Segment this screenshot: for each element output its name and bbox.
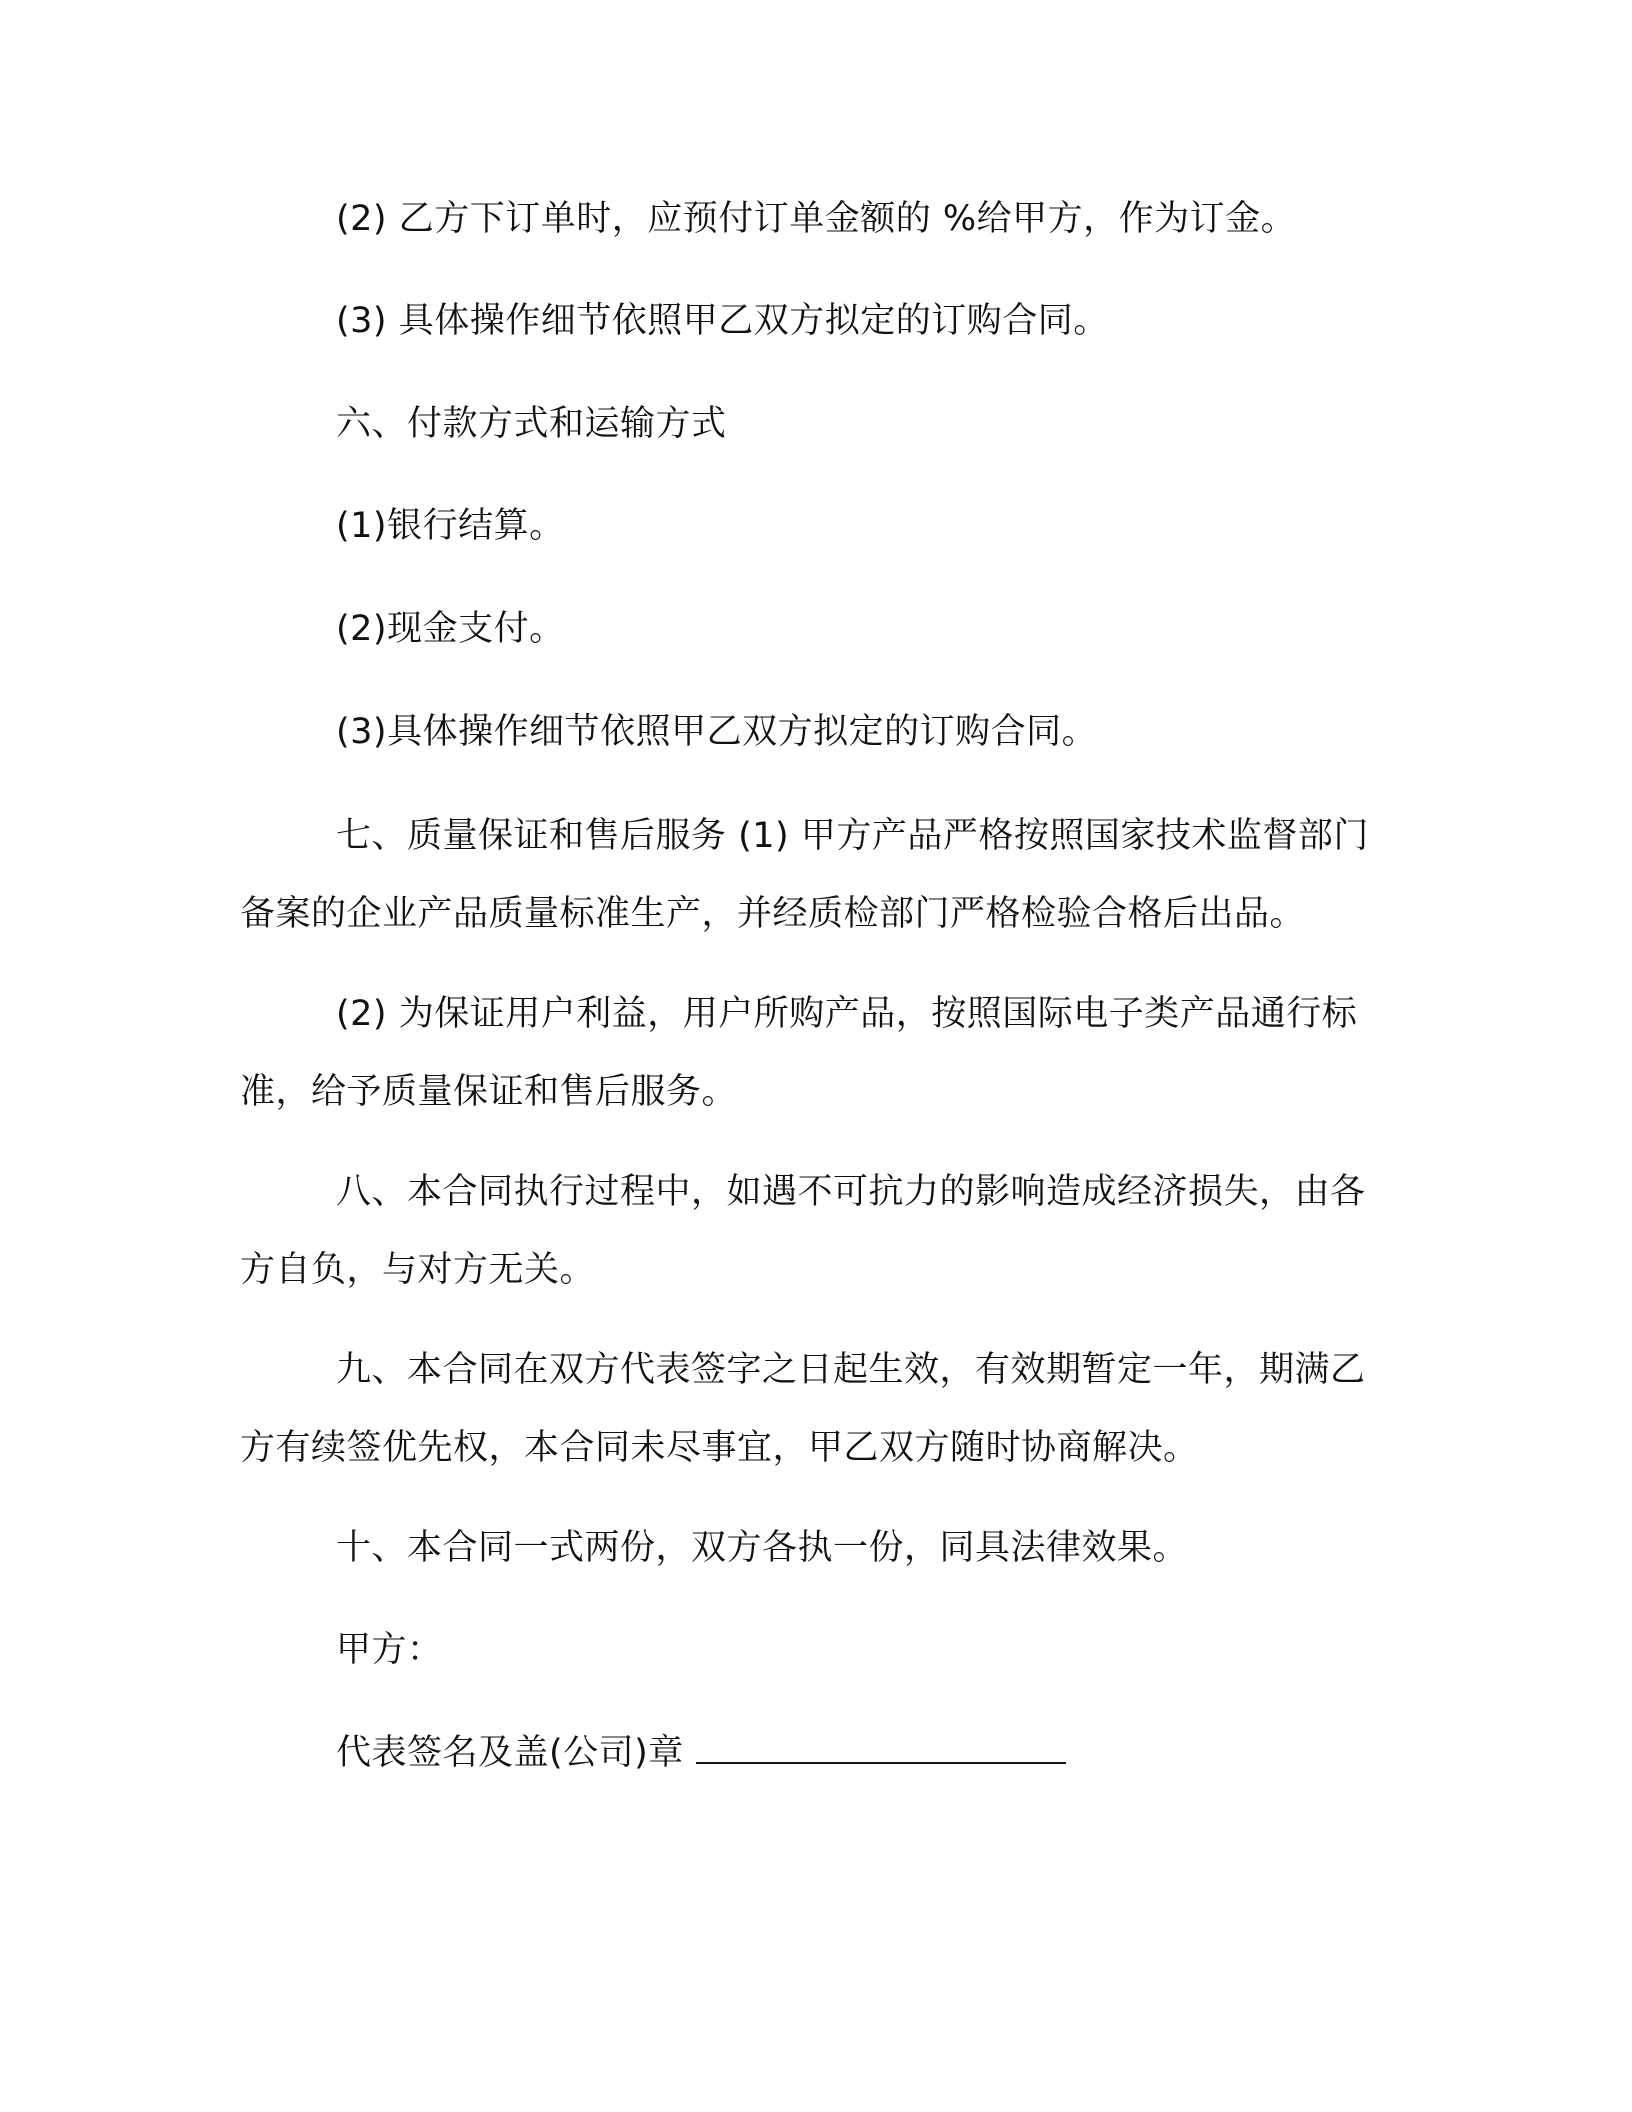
signature-row — [240, 1714, 1380, 1792]
clause-7-2: (2) 为保证用户利益，用户所购产品，按照国际电子类产品通行标准，给予质量保证和售后服务。 — [240, 994, 1358, 1112]
signature-blank-line — [696, 1728, 1066, 1764]
section-6-heading: 六、付款方式和运输方式 — [336, 404, 727, 444]
clause-6-3: (3)具体操作细节依照甲乙双方拟定的订购合同。 — [336, 712, 1098, 752]
clause-6-1: (1)银行结算。 — [336, 506, 565, 546]
section-7-paragraph: 七、质量保证和售后服务 (1) 甲方产品严格按照国家技术监督部门备案的企业产品质量标准生产，并经质检部门严格检验合格后出品。 — [240, 816, 1369, 934]
party-a-label: 甲方： — [336, 1630, 443, 1670]
signature-label: 代表签名及盖(公司)章 — [336, 1733, 684, 1773]
section-8-paragraph: 八、本合同执行过程中，如遇不可抗力的影响造成经济损失，由各方自负，与对方无关。 — [240, 1172, 1366, 1290]
clause-5-2: (2) 乙方下订单时，应预付订单金额的 %给甲方，作为订金。 — [336, 199, 1297, 239]
clause-6-2: (2)现金支付。 — [336, 609, 565, 649]
section-10-paragraph: 十、本合同一式两份，双方各执一份，同具法律效果。 — [336, 1528, 1189, 1568]
section-9-paragraph: 九、本合同在双方代表签字之日起生效，有效期暂定一年，期满乙方有续签优先权，本合同未尽事宜，甲乙双方随时协商解决。 — [240, 1350, 1366, 1468]
clause-5-3: (3) 具体操作细节依照甲乙双方拟定的订购合同。 — [336, 301, 1109, 341]
